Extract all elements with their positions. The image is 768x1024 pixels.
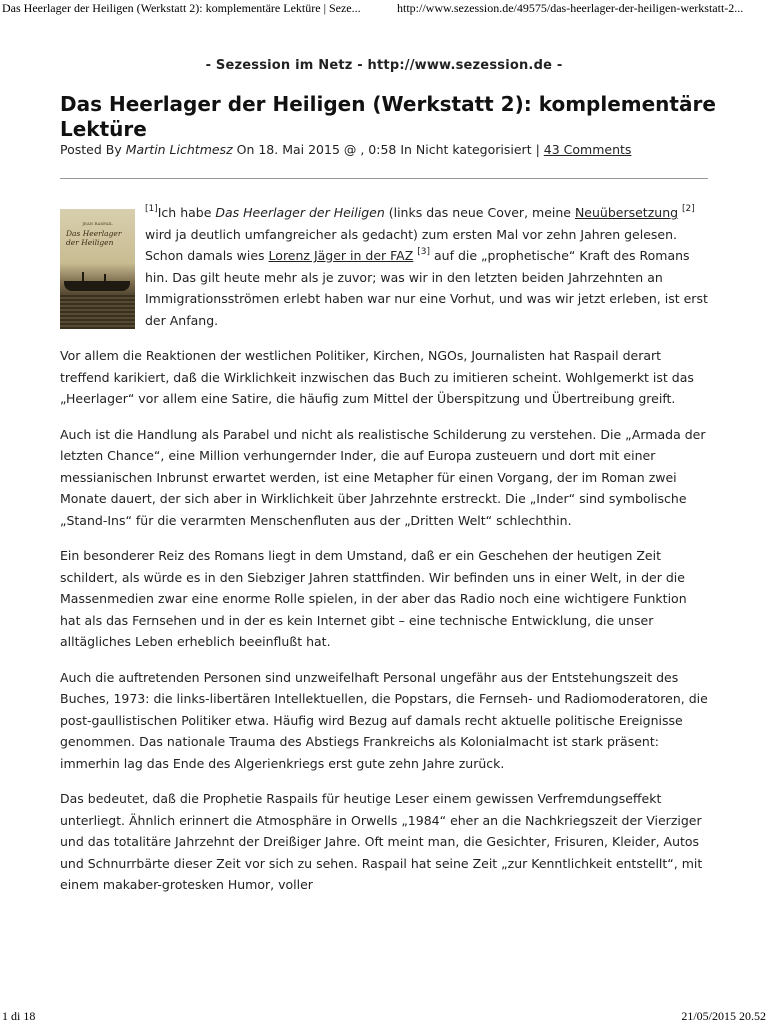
print-datetime: 21/05/2015 20.52 bbox=[681, 1009, 766, 1023]
article-content bbox=[60, 202, 708, 910]
meta-posted-by: Posted By bbox=[60, 142, 126, 157]
paragraph-4: Ein besonderer Reiz des Romans liegt in dem Umstand, daß er ein Geschehen der heutigen Zeit schildert, als würde es in den Siebziger Jahren stattfinden. Wir befinden uns in einer Welt, in der die Massenmedien zwar eine enorme Rolle spielen, in der aber das Radio noch eine wichtigere Funktion hat als das Fernsehen und in der es kein Internet gibt – eine technische Entwicklung, die unser alltägliches Leben erheblich beeinflußt hat. bbox=[60, 548, 687, 649]
paragraph-text: (links das neue Cover, meine bbox=[384, 205, 575, 220]
site-line: - Sezession im Netz - http://www.sezession.de - bbox=[205, 58, 563, 73]
ship-illustration bbox=[64, 281, 130, 291]
paragraph-text: auf die „prophetische“ Kraft des Romans hin. Das gilt heute mehr als je zuvor; was wir in den letzten beiden Jahrzehnten an Immigrationsströmen erlebt haben war nur eine Vorhut, und was wir jetzt erleben, ist erst der Anfang. bbox=[145, 248, 708, 328]
link-lorenz-jaeger-faz[interactable]: Lorenz Jäger in der FAZ bbox=[268, 248, 414, 263]
paragraph-3: Auch ist die Handlung als Parabel und nicht als realistische Schilderung zu verstehen. Die „Armada der letzten Chance“, eine Million verhungernder Inder, die auf Europa zusteuern und dort mit einer messianischen Inbrunst erwartet werden, ist eine Metapher für einen Vorgang, der im Roman zwei Monate dauert, der sich aber in Wirklichkeit über Jahrzehnte erstreckt. Die „Inder“ sind symbolische „Stand-Ins“ für die verarmten Menschenfluten aus der „Dritten Welt“ schlechthin. bbox=[60, 426, 706, 528]
footnote-ref-1[interactable]: [1] bbox=[145, 204, 158, 214]
paragraph-6: Das bedeutet, daß die Prophetie Raspails für heutige Leser einem gewissen Verfremdungseffekt unterliegt. Ähnlich erinnert die Atmosphäre in Orwells „1984“ eher an die Nachkriegszeit der Vierziger und das totalitäre Jahrzehnt der Dreißiger Jahre. Oft meint man, die Gesichter, Frisuren, Kleider, Autos und Schnurrbärte dieser Zeit vor sich zu sehen. Raspail hat seine Zeit „zur Kenntlichkeit entstellt“, mit einem makaber-grotesken Humor, voller bbox=[60, 791, 703, 892]
meta-date-category: On 18. Mai 2015 @ , 0:58 In Nicht kategorisiert | bbox=[232, 142, 544, 157]
paragraph-1 bbox=[60, 202, 708, 331]
paragraph-text: wird ja deutlich umfangreicher als gedacht) zum ersten Mal vor zehn Jahren gelesen. Schon damals wies bbox=[145, 226, 678, 263]
print-header-title: Das Heerlager der Heiligen (Werkstatt 2): komplementäre Lektüre | Seze... bbox=[2, 1, 361, 15]
paragraph-5: Auch die auftretenden Personen sind unzweifelhaft Personal ungefähr aus der Entstehungszeit des Buches, 1973: die links-libertären Intellektuellen, die Popstars, die Fernseh- und Radiomoderatoren, die post-gaullistischen Politiker etwa. Häufig wird Bezug auf damals recht aktuelle politische Ereignisse genommen. Das nationale Trauma des Abstiegs Frankreichs als Kolonialmacht ist stark präsent: immerhin lag das Ende des Algerienkriegs erst gute zehn Jahre zurück. bbox=[60, 669, 708, 771]
book-cover-image bbox=[60, 209, 135, 329]
link-neuuebersetzung[interactable]: Neuübersetzung bbox=[574, 205, 679, 220]
article-title: Das Heerlager der Heiligen (Werkstatt 2): komplementäre Lektüre bbox=[60, 92, 716, 141]
footnote-ref-2[interactable]: [2] bbox=[682, 204, 695, 214]
post-meta bbox=[60, 142, 720, 157]
cover-title: Das Heerlager der Heiligen bbox=[66, 229, 122, 247]
book-title: Das Heerlager der Heiligen bbox=[215, 205, 385, 220]
page-number: 1 di 18 bbox=[2, 1009, 36, 1023]
divider bbox=[60, 178, 708, 179]
paragraph-text: Ich habe bbox=[157, 205, 216, 220]
sea-illustration bbox=[60, 293, 135, 329]
meta-author: Martin Lichtmesz bbox=[125, 142, 233, 157]
cover-author: JEAN RASPAIL bbox=[82, 221, 113, 226]
print-header-url: http://www.sezession.de/49575/das-heerlager-der-heiligen-werkstatt-2... bbox=[397, 1, 744, 15]
footnote-ref-3[interactable]: [3] bbox=[417, 247, 431, 257]
print-footer bbox=[0, 1008, 768, 1024]
comments-link[interactable]: 43 Comments bbox=[543, 142, 632, 157]
paragraph-2: Vor allem die Reaktionen der westlichen Politiker, Kirchen, NGOs, Journalisten hat Raspail derart treffend karikiert, daß die Wirklichkeit inzwischen das Buch zu imitieren scheint. Wohlgemerkt ist das „Heerlager“ vor allem eine Satire, die häufig zum Mittel der Überspitzung und Übertreibung greift. bbox=[60, 348, 694, 406]
print-header bbox=[0, 0, 768, 16]
